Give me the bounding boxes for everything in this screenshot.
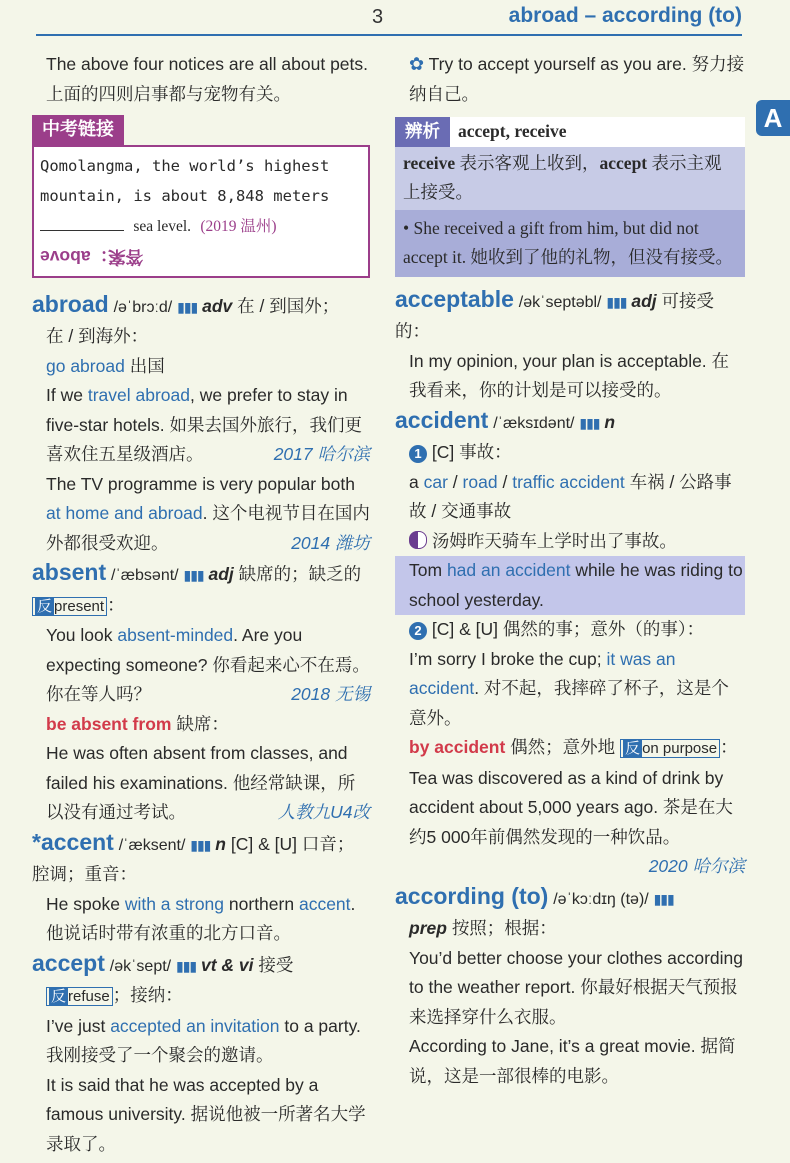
exam-link	[32, 109, 370, 278]
page-number: 3	[372, 6, 384, 28]
exam-answer: 答案：above	[40, 246, 144, 267]
entry-accept: accept /əkˈsept/ ▮▮▮ vt & vi 接受 反 refuse ；接纳： I’ve just accepted an invitation to a party. 我刚接受了一个聚会的邀请。 It is said that he was accepted by a famous university. 据说他被一所著名大学录取了。	[32, 949, 370, 1160]
frequency-icon: ▮▮▮	[606, 293, 627, 310]
example: If we travel abroad, we prefer to stay in five-star hotels. 如果去国外旅行，我们更喜欢住五星级酒店。 2017 哈尔滨	[32, 381, 370, 470]
phonetic: /əˈbrɔːd/	[113, 298, 173, 316]
phonetic: /əˈkɔːdɪŋ (tə)/	[553, 890, 649, 908]
part-of-speech: prep	[409, 918, 447, 938]
part-of-speech: adj	[208, 564, 234, 584]
example: I’ve just accepted an invitation to a party. 我刚接受了一个聚会的邀请。	[46, 1015, 361, 1065]
example: He spoke with a strong northern accent. 他说话时带有浓重的北方口音。	[46, 893, 356, 943]
discrimination-box: 辨析 accept, receive receive 表示客观上收到，accept 表示主观上接受。 • She received a gift from him, but did not accept it. 她收到了他的礼物，但没有接受。	[395, 117, 745, 277]
headword: absent	[32, 559, 107, 585]
phrase: be absent from	[46, 713, 172, 734]
entry-abroad: abroad /əˈbrɔːd/ ▮▮▮ adv 在 / 到国外； 在 / 到海外： go abroad 出国 If we travel abroad, we prefer to stay in five-star hotels. 如果去国外旅行，我们更喜欢住五星级酒店。 2017 哈尔滨 The TV programme is very popular both at home and abroad. 这个电视节目在国内外都很受欢迎。 2014 潍坊	[32, 290, 370, 559]
frequency-icon: ▮▮▮	[183, 567, 204, 583]
example: You’d better choose your clothes according to the weather report. 你最好根据天气预报来选择穿什么衣服。	[409, 947, 744, 1027]
source: 2020 哈尔滨	[648, 856, 745, 876]
antonym: 反 on purpose	[620, 739, 720, 758]
entry-acceptable: acceptable /əkˈseptəbl/ ▮▮▮ adj 可接受的： In my opinion, your plan is acceptable. 在我看来，你的计划是可以接受的。	[395, 285, 745, 406]
headword: accident	[395, 406, 489, 433]
exam-question: Qomolangma, the world’s highest mountain, is about 8,848 meters sea level. (2019 温州)	[40, 156, 330, 235]
running-head: abroad – according (to)	[508, 4, 742, 27]
letter-tab[interactable]: A	[756, 100, 790, 136]
accept-tip: ✿ Try to accept yourself as you are. 努力接纳自己。	[409, 54, 745, 104]
page-header	[0, 0, 790, 36]
source: 人教九U4改	[277, 802, 370, 822]
phonetic: /əkˈsept/	[109, 957, 172, 975]
example: The TV programme is very popular both at home and abroad. 这个电视节目在国内外都很受欢迎。 2014 潍坊	[32, 470, 370, 559]
clover-icon: ✿	[409, 54, 425, 74]
headword: accept	[32, 949, 105, 976]
part-of-speech: n	[604, 411, 616, 432]
disc-body: receive 表示客观上收到，accept 表示主观上接受。	[403, 152, 722, 202]
disc-label: 辨析	[395, 117, 450, 147]
header-rule	[36, 34, 742, 36]
intro-text: The above four notices are all about pets. 上面的四则启事都与宠物有关。	[46, 54, 369, 104]
part-of-speech: n	[215, 833, 226, 854]
entry-accident: accident /ˈæksɪdənt/ ▮▮▮ n 1 [C] 事故： a car / road / traffic accident 车祸 / 公路事故 / 交通事故 汤姆昨天骑车上学时出了事故。 Tom had an accident while he was riding to school yesterday. 2 [C] & [U] 偶然的事；意外（的事）： I’m sorry I broke the cup; it was an accident. 对不起，我摔碎了杯子，这是个意外。 by accident 偶然；意外地 反 on purpose ： Tea was discovered as a kind of drink by accident about 5,000 years ago. 茶是在大约5 000年前偶然发现的一种饮品。 2020 哈尔滨	[395, 406, 745, 853]
entry-according: according (to) /əˈkɔːdɪŋ (tə)/ ▮▮▮ prep 按照；根据： You’d better choose your clothes according to the weather report. 你最好根据天气预报来选择穿什么衣服。 According to Jane, it’s a great movie. 据简说，这是一部很棒的电影。	[395, 882, 745, 1092]
entry-absent: absent /ˈæbsənt/ ▮▮▮ adj 缺席的；缺乏的 反 present ： You look absent-minded. Are you expecting someone? 你看起来心不在焉。你在等人吗？ 2018 无锡 be absent from 缺席： He was often absent from classes, and failed his examinations. 他经常缺课，所以没有通过考试。 人教九U4改	[32, 558, 370, 828]
example: He was often absent from classes, and failed his examinations. 他经常缺课，所以没有通过考试。 人教九U4改	[32, 739, 370, 828]
frequency-icon: ▮▮▮	[190, 836, 211, 853]
sense-number: 1	[409, 445, 427, 463]
exam-label: 中考链接	[32, 115, 124, 145]
frequency-icon: ▮▮▮	[175, 957, 197, 974]
example: You look absent-minded. Are you expecting someone? 你看起来心不在焉。你在等人吗？ 2018 无锡	[32, 621, 370, 710]
right-column	[395, 50, 745, 1091]
part-of-speech: adv	[202, 295, 233, 316]
translate-icon	[409, 531, 427, 549]
left-column	[32, 50, 370, 1159]
antonym: 反 present	[32, 597, 107, 616]
headword: abroad	[32, 290, 109, 317]
example: Tea was discovered as a kind of drink by accident about 5,000 years ago. 茶是在大约5 000年前偶然发现的一种饮品。 2020 哈尔滨	[395, 764, 745, 853]
example: In my opinion, your plan is acceptable. 在我看来，你的计划是可以接受的。	[409, 350, 730, 400]
example: It is said that he was accepted by a famous university. 据说他被一所著名大学录取了。	[46, 1074, 366, 1154]
frequency-icon: ▮▮▮	[177, 298, 198, 315]
sense-number: 2	[409, 622, 427, 640]
antonym: 反 refuse	[46, 987, 113, 1006]
part-of-speech: adj	[631, 290, 657, 311]
frequency-icon: ▮▮▮	[579, 414, 600, 431]
phonetic: /ˈæbsənt/	[111, 567, 179, 584]
headword: acceptable	[395, 285, 514, 312]
phonetic: /əkˈseptəbl/	[518, 293, 602, 311]
answer-blank	[40, 230, 124, 231]
source: 2014 潍坊	[291, 532, 370, 553]
phonetic: /ˈæksent/	[118, 836, 186, 854]
translation-answer: Tom had an accident while he was riding to school yesterday.	[395, 556, 745, 615]
source: 2018 无锡	[291, 684, 370, 704]
headword: according (to)	[395, 882, 549, 909]
example: I’m sorry I broke the cup; it was an accident. 对不起，我摔碎了杯子，这是个意外。	[409, 648, 729, 728]
exam-box	[32, 145, 370, 278]
source: 2017 哈尔滨	[273, 444, 370, 464]
collocations: a car / road / traffic accident 车祸 / 公路事故 / 交通事故	[409, 471, 732, 521]
phonetic: /ˈæksɪdənt/	[493, 414, 575, 432]
entry-accent: *accent /ˈæksent/ ▮▮▮ n [C] & [U] 口音；腔调；重音： He spoke with a strong northern accent. 他说话时带有浓重的北方口音。	[32, 828, 370, 949]
example: According to Jane, it’s a great movie. 据简说，这是一部很棒的电影。	[409, 1036, 736, 1086]
phrase: by accident	[409, 737, 506, 757]
part-of-speech: vt & vi	[200, 954, 254, 975]
disc-example: • She received a gift from him, but did not accept it. 她收到了他的礼物，但没有接受。	[395, 210, 745, 277]
headword: accent	[40, 828, 114, 855]
frequency-icon: ▮▮▮	[653, 890, 674, 907]
